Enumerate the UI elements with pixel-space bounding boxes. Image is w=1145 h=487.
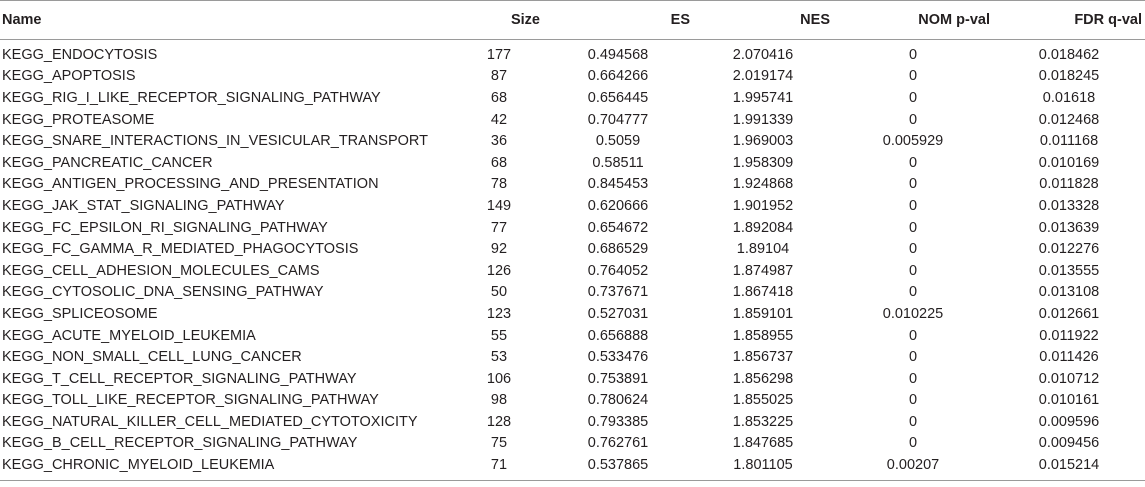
cell-es: 0.793385 [587, 413, 649, 430]
cell-size: 53 [490, 349, 508, 366]
table-row [0, 174, 1145, 196]
cell-name: KEGG_FC_GAMMA_R_MEDIATED_PHAGOCYTOSIS [2, 241, 359, 258]
table-row [0, 325, 1145, 347]
cell-es: 0.780624 [587, 392, 649, 409]
cell-nom-pval: 0 [908, 392, 918, 409]
cell-es: 0.686529 [587, 241, 649, 258]
cell-es: 0.620666 [587, 197, 649, 214]
cell-es: 0.762761 [587, 435, 649, 452]
cell-nes: 1.89104 [736, 241, 790, 258]
cell-name: KEGG_TOLL_LIKE_RECEPTOR_SIGNALING_PATHWAY [2, 392, 379, 409]
table-row [0, 282, 1145, 304]
cell-name: KEGG_NON_SMALL_CELL_LUNG_CANCER [2, 349, 302, 366]
cell-es: 0.737671 [587, 284, 649, 301]
cell-es: 0.656888 [587, 327, 649, 344]
cell-fdr-qval: 0.009596 [1038, 413, 1100, 430]
table-row [0, 130, 1145, 152]
cell-nes: 1.867418 [732, 284, 794, 301]
cell-nes: 1.924868 [732, 176, 794, 193]
table-row [0, 454, 1145, 480]
table-body [0, 40, 1145, 481]
cell-nes: 1.856737 [732, 349, 794, 366]
cell-es: 0.845453 [587, 176, 649, 193]
cell-nom-pval: 0 [908, 154, 918, 171]
cell-es: 0.494568 [587, 46, 649, 63]
cell-fdr-qval: 0.012661 [1038, 305, 1100, 322]
cell-nom-pval: 0 [908, 68, 918, 85]
cell-es: 0.58511 [592, 154, 644, 171]
table-row [0, 66, 1145, 88]
cell-size: 77 [490, 219, 508, 236]
table-row [0, 217, 1145, 239]
cell-fdr-qval: 0.018462 [1038, 46, 1100, 63]
cell-nom-pval: 0 [908, 284, 918, 301]
cell-size: 36 [490, 133, 508, 150]
cell-nom-pval: 0 [908, 111, 918, 128]
cell-fdr-qval: 0.011922 [1039, 327, 1099, 344]
cell-es: 0.764052 [587, 262, 649, 279]
table-row [0, 433, 1145, 455]
cell-nes: 1.856298 [732, 370, 794, 387]
cell-nes: 1.995741 [732, 89, 794, 106]
cell-name: KEGG_CELL_ADHESION_MOLECULES_CAMS [2, 262, 320, 279]
cell-fdr-qval: 0.013108 [1038, 284, 1100, 301]
cell-nom-pval: 0.00207 [833, 454, 993, 480]
cell-nes: 1.853225 [732, 413, 794, 430]
cell-size: 177 [486, 46, 512, 63]
cell-nom-pval: 0 [908, 327, 918, 344]
column-header-size: Size [455, 1, 543, 40]
table-row [0, 368, 1145, 390]
cell-es: 0.527031 [587, 305, 649, 322]
cell-nom-pval: 0 [908, 241, 918, 258]
cell-nes: 1.801105 [693, 454, 833, 480]
cell-fdr-qval: 0.011426 [1039, 349, 1099, 366]
cell-name: KEGG_CYTOSOLIC_DNA_SENSING_PATHWAY [2, 284, 324, 301]
cell-nes: 1.901952 [732, 197, 794, 214]
cell-nes: 1.847685 [732, 435, 794, 452]
column-header-es: ES [543, 1, 693, 40]
cell-es: 0.533476 [587, 349, 649, 366]
cell-name: KEGG_JAK_STAT_SIGNALING_PATHWAY [2, 197, 285, 214]
cell-nom-pval: 0.010225 [882, 305, 944, 322]
cell-fdr-qval: 0.01618 [1042, 89, 1096, 106]
cell-es: 0.753891 [587, 370, 649, 387]
cell-fdr-qval: 0.010169 [1038, 154, 1100, 171]
cell-nes: 1.874987 [732, 262, 794, 279]
cell-nes: 1.991339 [732, 111, 794, 128]
cell-nes: 1.958309 [732, 154, 794, 171]
cell-nom-pval: 0 [908, 89, 918, 106]
cell-fdr-qval: 0.015214 [993, 454, 1145, 480]
cell-size: 78 [490, 176, 508, 193]
cell-size: 68 [490, 89, 508, 106]
cell-size: 149 [486, 197, 512, 214]
cell-size: 71 [455, 454, 543, 480]
table-row [0, 40, 1145, 66]
cell-size: 55 [490, 327, 508, 344]
cell-size: 75 [490, 435, 508, 452]
cell-fdr-qval: 0.013639 [1038, 219, 1100, 236]
cell-es: 0.704777 [587, 111, 649, 128]
cell-name: KEGG_CHRONIC_MYELOID_LEUKEMIA [0, 454, 455, 480]
cell-size: 106 [486, 370, 512, 387]
cell-nom-pval: 0 [908, 349, 918, 366]
cell-name: KEGG_PANCREATIC_CANCER [2, 154, 213, 171]
cell-nom-pval: 0 [908, 197, 918, 214]
cell-nes: 2.019174 [732, 68, 794, 85]
cell-name: KEGG_B_CELL_RECEPTOR_SIGNALING_PATHWAY [2, 435, 358, 452]
table-row [0, 346, 1145, 368]
cell-fdr-qval: 0.012276 [1038, 241, 1100, 258]
cell-nes: 1.858955 [732, 327, 794, 344]
cell-size: 87 [490, 68, 508, 85]
cell-fdr-qval: 0.018245 [1038, 68, 1100, 85]
cell-name: KEGG_ANTIGEN_PROCESSING_AND_PRESENTATION [2, 176, 379, 193]
cell-nom-pval: 0 [908, 219, 918, 236]
cell-es: 0.537865 [543, 454, 693, 480]
table-row [0, 303, 1145, 325]
cell-size: 92 [490, 241, 508, 258]
cell-nom-pval: 0 [908, 46, 918, 63]
cell-fdr-qval: 0.011828 [1039, 176, 1099, 193]
cell-name: KEGG_RIG_I_LIKE_RECEPTOR_SIGNALING_PATHWAY [2, 89, 381, 106]
cell-size: 98 [490, 392, 508, 409]
cell-fdr-qval: 0.010712 [1038, 370, 1100, 387]
cell-name: KEGG_ACUTE_MYELOID_LEUKEMIA [2, 327, 256, 344]
table-row [0, 238, 1145, 260]
table-row [0, 260, 1145, 282]
cell-size: 68 [490, 154, 508, 171]
cell-nom-pval: 0 [908, 176, 918, 193]
cell-es: 0.5059 [595, 133, 641, 150]
cell-nom-pval: 0 [908, 413, 918, 430]
cell-es: 0.656445 [587, 89, 649, 106]
table-row [0, 195, 1145, 217]
cell-nes: 2.070416 [732, 46, 794, 63]
cell-nes: 1.892084 [732, 219, 794, 236]
cell-es: 0.654672 [587, 219, 649, 236]
cell-fdr-qval: 0.013555 [1038, 262, 1100, 279]
cell-size: 42 [490, 111, 508, 128]
cell-name: KEGG_PROTEASOME [2, 111, 155, 128]
column-header-fdr-qval: FDR q-val [993, 1, 1145, 40]
cell-size: 50 [490, 284, 508, 301]
cell-fdr-qval: 0.013328 [1038, 197, 1100, 214]
cell-size: 123 [486, 305, 512, 322]
cell-name: KEGG_T_CELL_RECEPTOR_SIGNALING_PATHWAY [2, 370, 357, 387]
cell-nes: 1.855025 [732, 392, 794, 409]
cell-es: 0.664266 [587, 68, 649, 85]
table-row [0, 152, 1145, 174]
cell-fdr-qval: 0.009456 [1038, 435, 1100, 452]
cell-name: KEGG_APOPTOSIS [2, 68, 136, 85]
cell-size: 126 [486, 262, 512, 279]
cell-fdr-qval: 0.011168 [1039, 133, 1099, 150]
column-header-nom-pval: NOM p-val [833, 1, 993, 40]
cell-nes: 1.859101 [732, 305, 794, 322]
table-header-row [0, 1, 1145, 40]
cell-name: KEGG_FC_EPSILON_RI_SIGNALING_PATHWAY [2, 219, 328, 236]
cell-name: KEGG_SNARE_INTERACTIONS_IN_VESICULAR_TRANSPORT [2, 133, 428, 150]
table-row [0, 109, 1145, 131]
cell-fdr-qval: 0.010161 [1038, 392, 1100, 409]
table-row [0, 390, 1145, 412]
table-row [0, 411, 1145, 433]
cell-fdr-qval: 0.012468 [1038, 111, 1100, 128]
cell-nom-pval: 0 [908, 370, 918, 387]
cell-nes: 1.969003 [732, 133, 794, 150]
column-header-name: Name [0, 1, 455, 40]
table-row [0, 87, 1145, 109]
column-header-nes: NES [693, 1, 833, 40]
cell-name: KEGG_SPLICEOSOME [2, 305, 158, 322]
cell-nom-pval: 0 [908, 262, 918, 279]
cell-nom-pval: 0.005929 [882, 133, 944, 150]
cell-size: 128 [486, 413, 512, 430]
cell-name: KEGG_ENDOCYTOSIS [2, 46, 158, 63]
cell-nom-pval: 0 [908, 435, 918, 452]
cell-name: KEGG_NATURAL_KILLER_CELL_MEDIATED_CYTOTOXICITY [2, 413, 418, 430]
